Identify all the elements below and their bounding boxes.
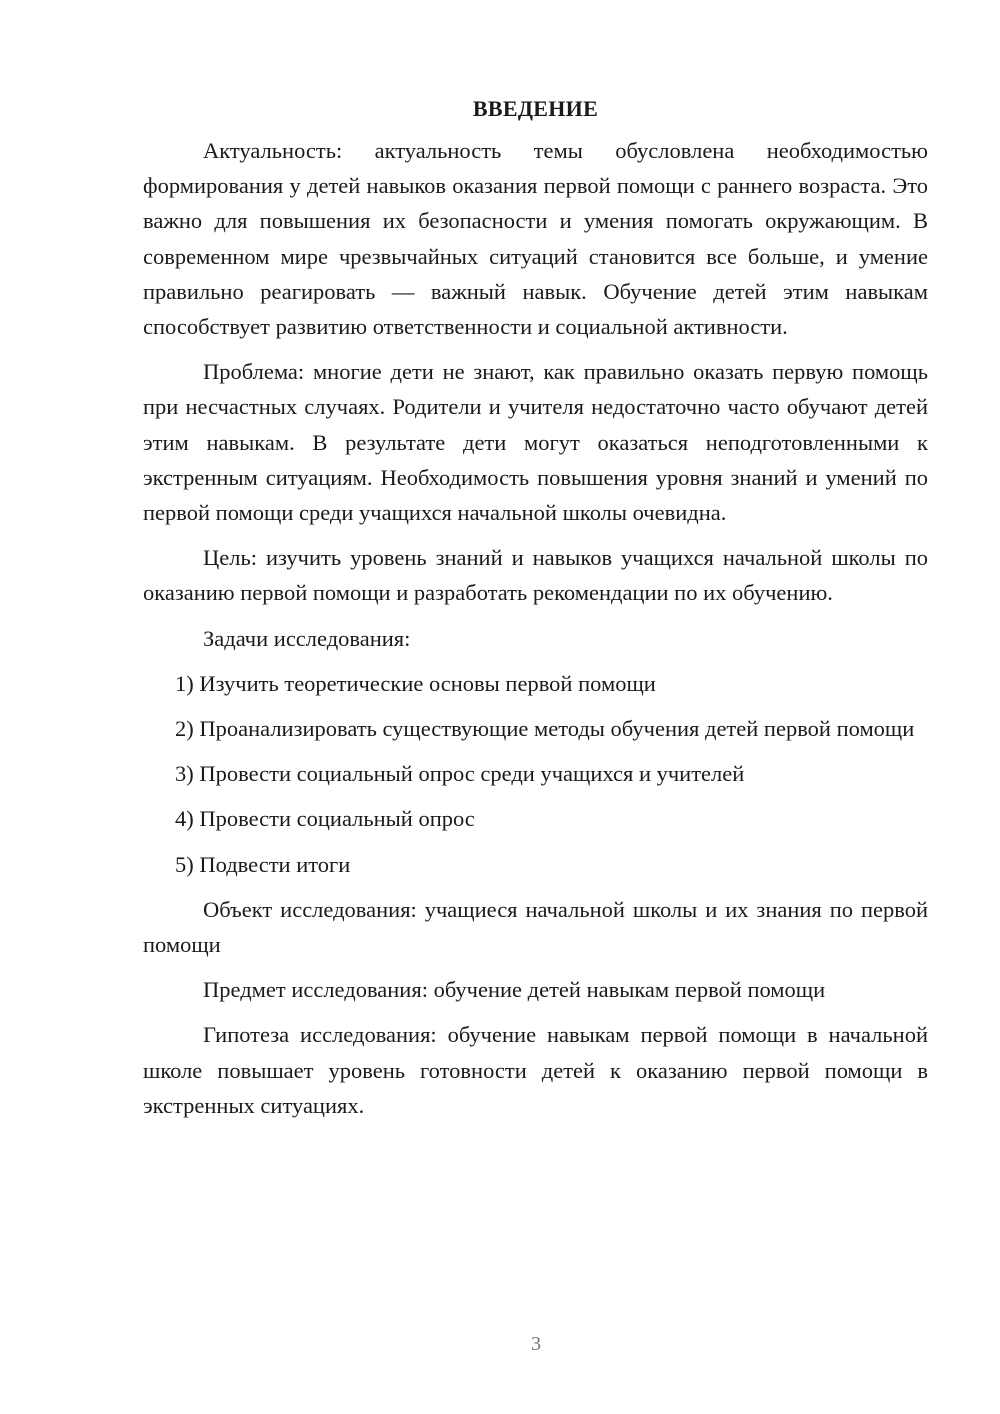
paragraph-hypothesis: Гипотеза исследования: обучение навыкам первой помощи в начальной школе повышает уровень готовности детей к оказанию первой помощи в экстренных ситуациях. bbox=[143, 1022, 928, 1118]
page-number: 3 bbox=[531, 1333, 541, 1355]
paragraph-subject: Предмет исследования: обучение детей навыкам первой помощи bbox=[203, 977, 826, 1003]
page-content bbox=[143, 91, 928, 1133]
task-item: 5) Подвести итоги bbox=[175, 851, 351, 877]
paragraph-object: Объект исследования: учащиеся начальной школы и их знания по первой помощи bbox=[143, 896, 928, 958]
task-item: 4) Провести социальный опрос bbox=[175, 806, 475, 832]
tasks-heading: Задачи исследования: bbox=[203, 625, 411, 651]
paragraph-goal: Цель: изучить уровень знаний и навыков учащихся начальной школы по оказанию первой помощи и разработать рекомендации по их обучению. bbox=[143, 545, 928, 606]
task-item: 1) Изучить теоретические основы первой помощи bbox=[175, 670, 656, 696]
paragraph-relevance: Актуальность: актуальность темы обусловлена необходимостью формирования у детей навыков оказания первой помощи с раннего возраста. Это важно для повышения их безопасности и умения помогать окружающим. В современном мире чрезвычайных ситуаций становится все больше, и умение правильно реагировать — важный навык. Обучение детей этим навыкам способствует развитию ответственности и социальной активности. bbox=[143, 138, 928, 340]
task-item: 2) Проанализировать существующие методы обучения детей первой помощи bbox=[175, 716, 915, 742]
task-item: 3) Провести социальный опрос среди учащихся и учителей bbox=[175, 761, 745, 787]
paragraph-problem: Проблема: многие дети не знают, как правильно оказать первую помощь при несчастных случаях. Родители и учителя недостаточно часто обучают детей этим навыкам. В результате дети могут оказаться неподготовленными к экстренным ситуациям. Необходимость повышения уровня знаний и умений по первой помощи среди учащихся начальной школы очевидна. bbox=[143, 359, 928, 526]
page-title: ВВЕДЕНИЕ bbox=[472, 96, 599, 121]
